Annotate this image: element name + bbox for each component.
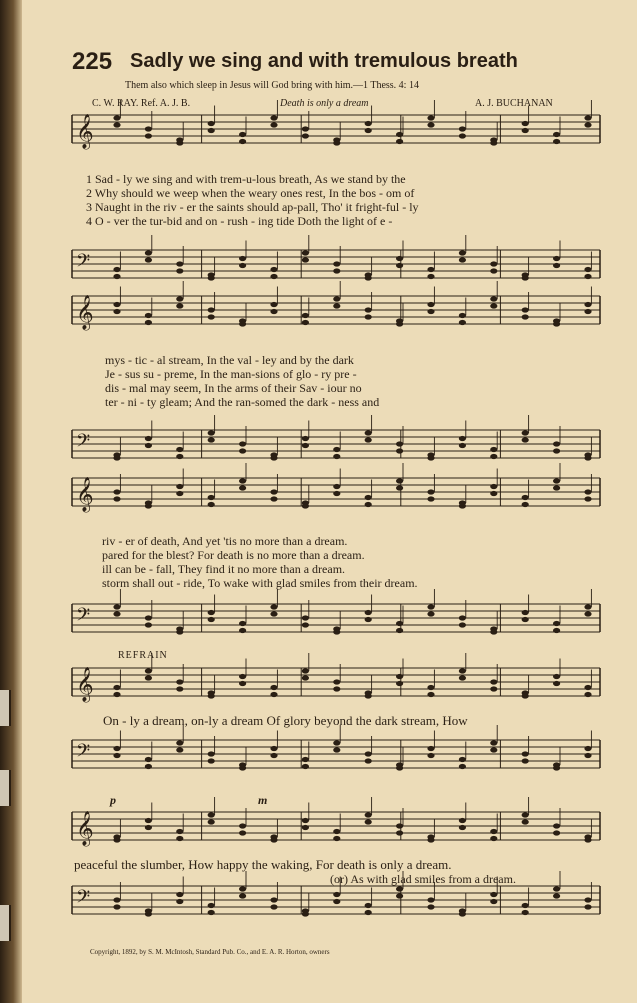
- verse-line-1: riv - er of death, And yet 'tis no more than a dream.: [102, 534, 348, 548]
- dynamic-mezzo: m: [258, 793, 268, 807]
- verse-line-4: ter - ni - ty gleam; And the ran-somed the dark - ness and: [105, 395, 380, 409]
- verse-line-1: 1 Sad - ly we sing and with trem-u-lous breath, As we stand by the: [86, 172, 406, 186]
- verse-line-4: storm shall out - ride, To wake with glad smiles from their dream.: [102, 576, 418, 590]
- svg-text:𝄞: 𝄞: [76, 477, 94, 512]
- svg-text:𝄢: 𝄢: [76, 605, 91, 630]
- svg-text:𝄞: 𝄞: [76, 295, 94, 330]
- copyright-notice: Copyright, 1892, by S. M. McIntosh, Standard Pub. Co., and E. A. R. Horton, owners: [90, 948, 330, 956]
- dynamic-piano: p: [110, 793, 116, 807]
- svg-text:𝄢: 𝄢: [76, 887, 91, 912]
- music-credit: A. J. BUCHANAN: [475, 98, 553, 109]
- verse-line-3: dis - mal may seem, In the arms of their Sav - iour no: [105, 381, 362, 395]
- words-credit: C. W. RAY. Ref. A. J. B.: [92, 98, 191, 109]
- scripture-epigraph: Them also which sleep in Jesus will God bring with him.—1 Thess. 4: 14: [125, 80, 419, 91]
- verse-line-2: 2 Why should we weep when the weary ones rest, In the bos - om of: [86, 186, 415, 200]
- svg-text:𝄢: 𝄢: [76, 741, 91, 766]
- refrain-line-alt: (or) As with glad smiles from a dream.: [330, 872, 516, 886]
- tempo-marking: Death is only a dream: [280, 98, 369, 109]
- hymn-number: 225: [72, 48, 113, 75]
- refrain-line-2: peaceful the slumber, How happy the waking, For death is only a dream.: [74, 857, 452, 872]
- svg-text:𝄢: 𝄢: [76, 251, 91, 276]
- svg-text:𝄞: 𝄞: [76, 667, 94, 702]
- refrain-label: REFRAIN: [118, 650, 168, 661]
- svg-text:𝄢: 𝄢: [76, 431, 91, 456]
- verse-line-1: mys - tic - al stream, In the val - ley and by the dark: [105, 353, 354, 367]
- svg-text:𝄞: 𝄞: [76, 114, 94, 149]
- verse-line-3: ill can be - fall, They find it no more than a dream.: [102, 562, 346, 576]
- refrain-line-1: On - ly a dream, on-ly a dream Of glory beyond the dark stream, How: [103, 713, 468, 728]
- hymn-title: Sadly we sing and with tremulous breath: [130, 50, 518, 72]
- verse-line-2: Je - sus su - preme, In the man-sions of glo - ry pre -: [105, 367, 357, 381]
- verse-line-2: pared for the blest? For death is no more than a dream.: [102, 548, 365, 562]
- verse-line-3: 3 Naught in the riv - er the saints should ap-pall, Tho' it fright-ful - ly: [86, 200, 419, 214]
- verse-line-4: 4 O - ver the tur-bid and on - rush - ing tide Doth the light of e -: [86, 214, 393, 228]
- svg-text:𝄞: 𝄞: [76, 811, 94, 846]
